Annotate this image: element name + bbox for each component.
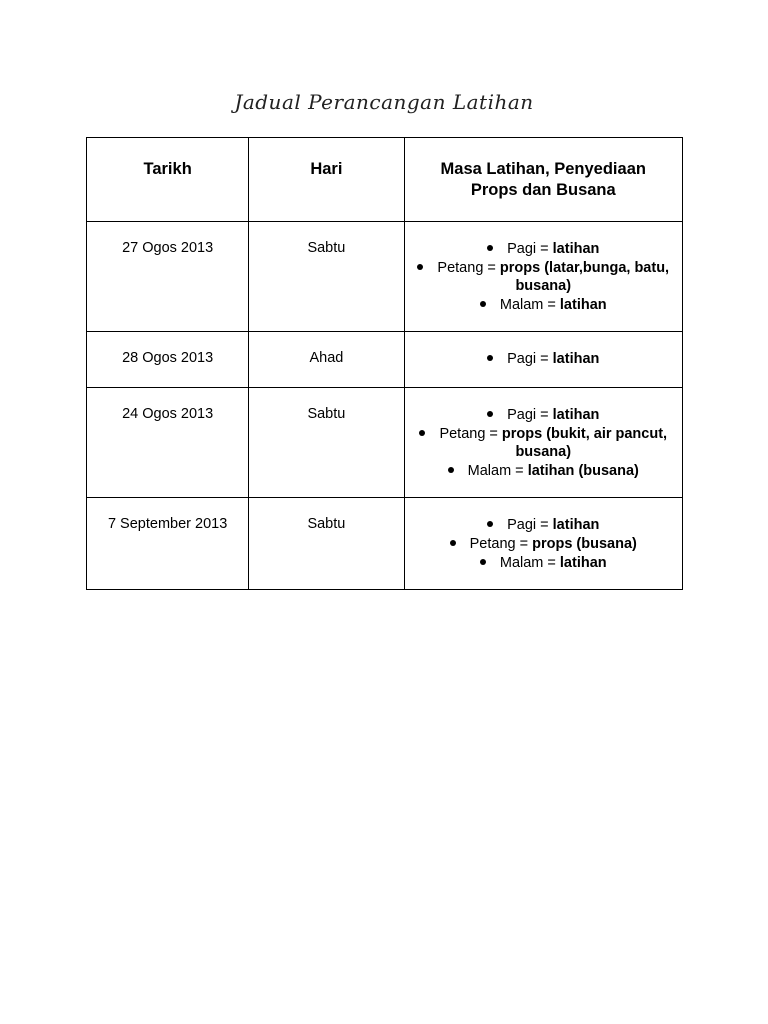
- bullet-icon: [417, 264, 423, 270]
- day-cell: Ahad: [249, 332, 404, 388]
- bullet-icon: [419, 430, 425, 436]
- list-item: Malam = latihan (busana): [415, 462, 672, 480]
- description-cell: [404, 388, 682, 498]
- date-cell: 27 Ogos 2013: [87, 222, 249, 332]
- bullet-icon: [450, 540, 456, 546]
- bullet-icon: [487, 245, 493, 251]
- date-cell: 7 September 2013: [87, 498, 249, 590]
- list-item: Petang = props (busana): [415, 535, 672, 553]
- header-day: Hari: [249, 138, 404, 222]
- day-cell: Sabtu: [249, 498, 404, 590]
- list-item: Pagi = latihan: [415, 406, 672, 424]
- date-cell: 28 Ogos 2013: [87, 332, 249, 388]
- list-item: Pagi = latihan: [415, 240, 672, 258]
- description-cell: [404, 332, 682, 388]
- activity-list: [405, 222, 682, 314]
- bullet-icon: [487, 355, 493, 361]
- table-header-row: [87, 138, 683, 222]
- table-row: [87, 498, 683, 590]
- bullet-icon: [480, 559, 486, 565]
- list-item: Petang = props (latar,bunga, batu, busana): [415, 259, 672, 295]
- list-item: Pagi = latihan: [415, 516, 672, 534]
- page-title: Jadual Perancangan Latihan: [234, 90, 534, 114]
- list-item: Malam = latihan: [415, 296, 672, 314]
- schedule-table: [86, 137, 683, 590]
- date-cell: 24 Ogos 2013: [87, 388, 249, 498]
- table-row: [87, 388, 683, 498]
- list-item: Pagi = latihan: [415, 350, 672, 368]
- list-item: Malam = latihan: [415, 554, 672, 572]
- table-row: [87, 222, 683, 332]
- bullet-icon: [487, 521, 493, 527]
- activity-list: [405, 498, 682, 572]
- bullet-icon: [480, 301, 486, 307]
- activity-list: [405, 388, 682, 480]
- activity-list: [405, 332, 682, 368]
- list-item: Petang = props (bukit, air pancut, busana): [415, 425, 672, 461]
- header-date: Tarikh: [87, 138, 249, 222]
- header-description: Masa Latihan, Penyediaan Props dan Busana: [404, 138, 682, 222]
- bullet-icon: [487, 411, 493, 417]
- day-cell: Sabtu: [249, 222, 404, 332]
- table-row: [87, 332, 683, 388]
- bullet-icon: [448, 467, 454, 473]
- description-cell: [404, 222, 682, 332]
- description-cell: [404, 498, 682, 590]
- day-cell: Sabtu: [249, 388, 404, 498]
